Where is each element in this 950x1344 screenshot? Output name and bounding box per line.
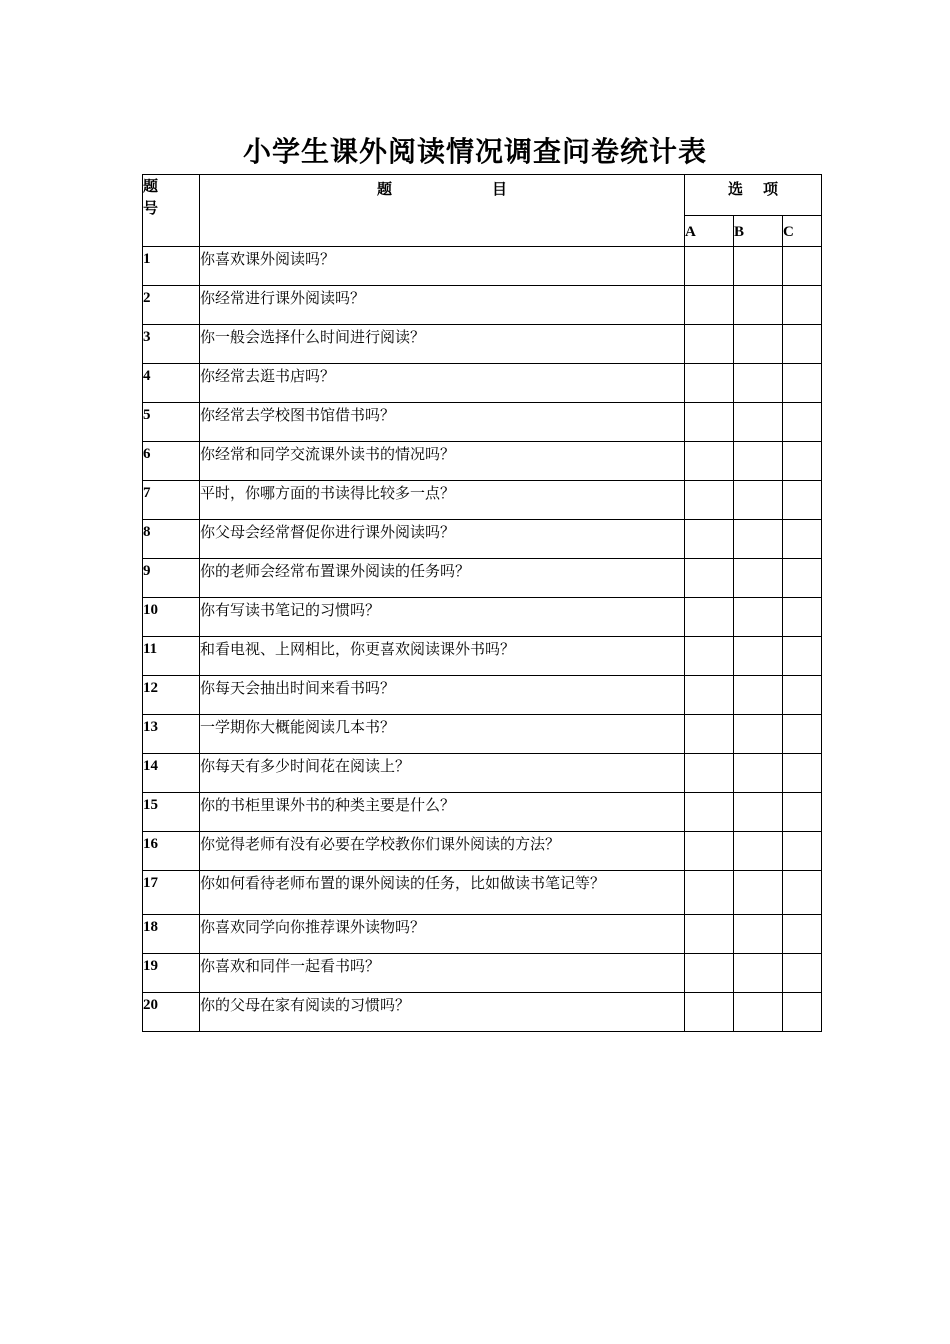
question-number: 19 xyxy=(143,954,200,993)
question-number: 7 xyxy=(143,481,200,520)
question-number: 11 xyxy=(143,637,200,676)
table-row xyxy=(143,481,822,520)
option-b-cell xyxy=(734,915,783,954)
question-number: 10 xyxy=(143,598,200,637)
option-a-cell xyxy=(685,954,734,993)
option-a-cell xyxy=(685,598,734,637)
option-a-header: A xyxy=(685,216,734,247)
table-row xyxy=(143,325,822,364)
option-b-cell xyxy=(734,559,783,598)
option-a-cell xyxy=(685,793,734,832)
table-row xyxy=(143,637,822,676)
option-b-cell xyxy=(734,993,783,1032)
table-row xyxy=(143,754,822,793)
question-number: 3 xyxy=(143,325,200,364)
option-c-cell xyxy=(783,286,822,325)
header-row xyxy=(143,175,822,216)
header-options xyxy=(685,175,822,216)
option-c-cell xyxy=(783,403,822,442)
option-c-cell xyxy=(783,442,822,481)
option-a-cell xyxy=(685,832,734,871)
survey-table xyxy=(142,174,822,1032)
question-text: 你父母会经常督促你进行课外阅读吗？ xyxy=(200,520,685,559)
option-a-cell xyxy=(685,676,734,715)
page-title: 小学生课外阅读情况调查问卷统计表 xyxy=(242,135,707,168)
option-b-cell xyxy=(734,676,783,715)
question-number: 4 xyxy=(143,364,200,403)
option-b-cell xyxy=(734,442,783,481)
option-b-cell xyxy=(734,520,783,559)
question-text: 你喜欢同学向你推荐课外读物吗？ xyxy=(200,915,685,954)
table-row xyxy=(143,871,822,915)
option-b-cell xyxy=(734,325,783,364)
option-b-cell xyxy=(734,598,783,637)
question-number: 2 xyxy=(143,286,200,325)
table-row xyxy=(143,559,822,598)
question-number: 1 xyxy=(143,247,200,286)
question-number: 16 xyxy=(143,832,200,871)
table-row xyxy=(143,403,822,442)
option-b-cell xyxy=(734,871,783,915)
option-c-cell xyxy=(783,754,822,793)
option-c-cell xyxy=(783,325,822,364)
option-a-cell xyxy=(685,871,734,915)
option-a-cell xyxy=(685,325,734,364)
header-question-label: 题目 xyxy=(376,180,607,198)
table-row xyxy=(143,442,822,481)
option-b-cell xyxy=(734,793,783,832)
option-a-cell xyxy=(685,247,734,286)
option-b-header: B xyxy=(734,216,783,247)
question-text: 你经常去逛书店吗？ xyxy=(200,364,685,403)
option-a-cell xyxy=(685,286,734,325)
option-b-cell xyxy=(734,403,783,442)
question-text: 你觉得老师有没有必要在学校教你们课外阅读的方法？ xyxy=(200,832,685,871)
table-row xyxy=(143,715,822,754)
question-number: 18 xyxy=(143,915,200,954)
question-number: 6 xyxy=(143,442,200,481)
question-number: 15 xyxy=(143,793,200,832)
question-number: 17 xyxy=(143,871,200,915)
option-a-cell xyxy=(685,520,734,559)
table-row xyxy=(143,598,822,637)
option-a-cell xyxy=(685,403,734,442)
option-c-cell xyxy=(783,520,822,559)
question-text: 一学期你大概能阅读几本书？ xyxy=(200,715,685,754)
question-text: 你的父母在家有阅读的习惯吗？ xyxy=(200,993,685,1032)
option-a-cell xyxy=(685,559,734,598)
table-row xyxy=(143,676,822,715)
question-number: 5 xyxy=(143,403,200,442)
option-c-cell xyxy=(783,715,822,754)
option-c-cell xyxy=(783,871,822,915)
option-c-cell xyxy=(783,637,822,676)
question-text: 平时，你哪方面的书读得比较多一点？ xyxy=(200,481,685,520)
option-b-cell xyxy=(734,364,783,403)
question-text: 和看电视、上网相比，你更喜欢阅读课外书吗？ xyxy=(200,637,685,676)
table-row xyxy=(143,954,822,993)
question-text: 你每天会抽出时间来看书吗？ xyxy=(200,676,685,715)
question-text: 你的书柜里课外书的种类主要是什么？ xyxy=(200,793,685,832)
option-b-cell xyxy=(734,286,783,325)
table-row xyxy=(143,832,822,871)
header-number-label: 题号 xyxy=(143,177,159,217)
option-c-cell xyxy=(783,247,822,286)
option-a-cell xyxy=(685,715,734,754)
header-number xyxy=(143,175,200,247)
question-number: 20 xyxy=(143,993,200,1032)
question-text: 你经常和同学交流课外读书的情况吗？ xyxy=(200,442,685,481)
option-c-cell xyxy=(783,364,822,403)
question-number: 12 xyxy=(143,676,200,715)
option-b-cell xyxy=(734,637,783,676)
question-text: 你喜欢和同伴一起看书吗？ xyxy=(200,954,685,993)
option-c-header: C xyxy=(783,216,822,247)
option-a-cell xyxy=(685,754,734,793)
question-number: 8 xyxy=(143,520,200,559)
option-b-cell xyxy=(734,954,783,993)
question-number: 13 xyxy=(143,715,200,754)
option-b-cell xyxy=(734,715,783,754)
option-c-cell xyxy=(783,832,822,871)
option-c-cell xyxy=(783,598,822,637)
option-c-cell xyxy=(783,481,822,520)
question-text: 你的老师会经常布置课外阅读的任务吗？ xyxy=(200,559,685,598)
option-c-cell xyxy=(783,915,822,954)
table-row xyxy=(143,364,822,403)
table-row xyxy=(143,520,822,559)
question-text: 你有写读书笔记的习惯吗？ xyxy=(200,598,685,637)
question-text: 你经常进行课外阅读吗？ xyxy=(200,286,685,325)
table-row xyxy=(143,793,822,832)
header-question xyxy=(200,175,685,247)
option-a-cell xyxy=(685,993,734,1032)
question-text: 你每天有多少时间花在阅读上？ xyxy=(200,754,685,793)
option-c-cell xyxy=(783,993,822,1032)
option-c-cell xyxy=(783,676,822,715)
option-c-cell xyxy=(783,954,822,993)
option-a-cell xyxy=(685,481,734,520)
option-b-cell xyxy=(734,247,783,286)
option-a-cell xyxy=(685,442,734,481)
option-a-cell xyxy=(685,364,734,403)
option-b-cell xyxy=(734,832,783,871)
table-row xyxy=(143,915,822,954)
option-b-cell xyxy=(734,754,783,793)
question-text: 你喜欢课外阅读吗？ xyxy=(200,247,685,286)
header-options-label: 选项 xyxy=(728,180,799,198)
question-number: 9 xyxy=(143,559,200,598)
option-c-cell xyxy=(783,559,822,598)
option-b-cell xyxy=(734,481,783,520)
option-c-cell xyxy=(783,793,822,832)
question-number: 14 xyxy=(143,754,200,793)
table-row xyxy=(143,286,822,325)
table-row xyxy=(143,993,822,1032)
question-text: 你如何看待老师布置的课外阅读的任务，比如做读书笔记等？ xyxy=(200,871,685,915)
question-text: 你经常去学校图书馆借书吗？ xyxy=(200,403,685,442)
table-row xyxy=(143,247,822,286)
question-text: 你一般会选择什么时间进行阅读？ xyxy=(200,325,685,364)
option-a-cell xyxy=(685,915,734,954)
option-a-cell xyxy=(685,637,734,676)
